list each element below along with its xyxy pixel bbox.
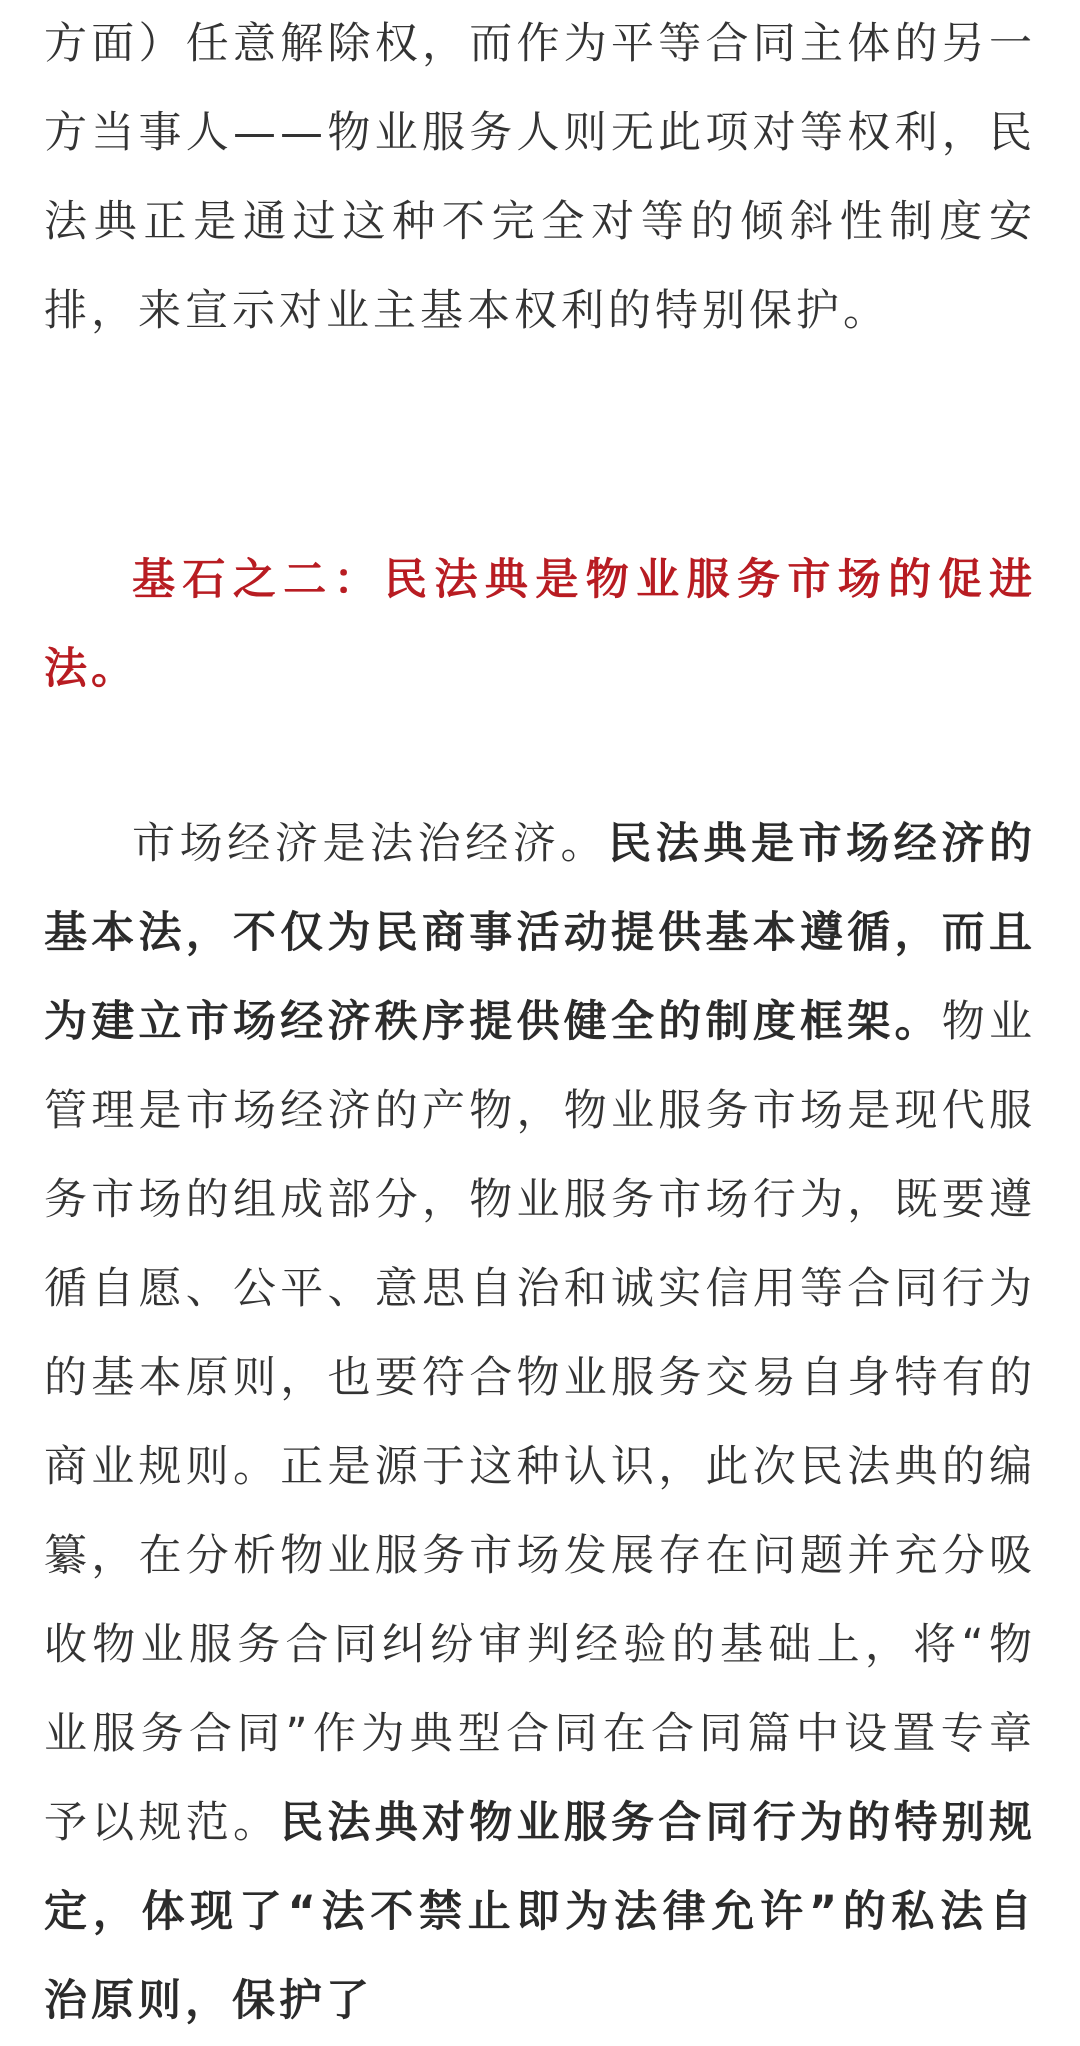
- text-segment: 物业管理是市场经济的产物，物业服务市场是现代服务市场的组成部分，物业服务市场行为，既要遵循自愿、公平、意思自治和诚实信用等合同行为的基本原则，也要符合物业服务交易自身特有的商业规则。正是源于这种认识，此次民法典的编纂，在分析物业服务市场发展存在问题并充分吸收物业服务合同纠纷审判经验的基础上，将“物业服务合同”作为典型合同在合同篇中设置专章予以规范。: [44, 997, 1036, 1848]
- paragraph-market-economy: [44, 800, 1036, 2046]
- bold-text-segment: 民法典是市场经济的基本法，不仅为民商事活动提供基本遵循，而且为建立市场经济秩序提供健全的制度框架。: [44, 819, 1037, 1047]
- section-heading: 基石之二：民法典是物业服务市场的促进法。: [44, 555, 1036, 694]
- text-segment: 市场经济是法治经济。: [132, 819, 609, 869]
- bold-text-segment: 民法典对物业服务合同行为的特别规定，体现了“法不禁止即为法律允许”的私法自治原则，保护了: [44, 1798, 1036, 2026]
- paragraph-owner-rights: 方面）任意解除权，而作为平等合同主体的另一方当事人——物业服务人则无此项对等权利，民法典正是通过这种不完全对等的倾斜性制度安排，来宣示对业主基本权利的特别保护。: [44, 19, 1036, 336]
